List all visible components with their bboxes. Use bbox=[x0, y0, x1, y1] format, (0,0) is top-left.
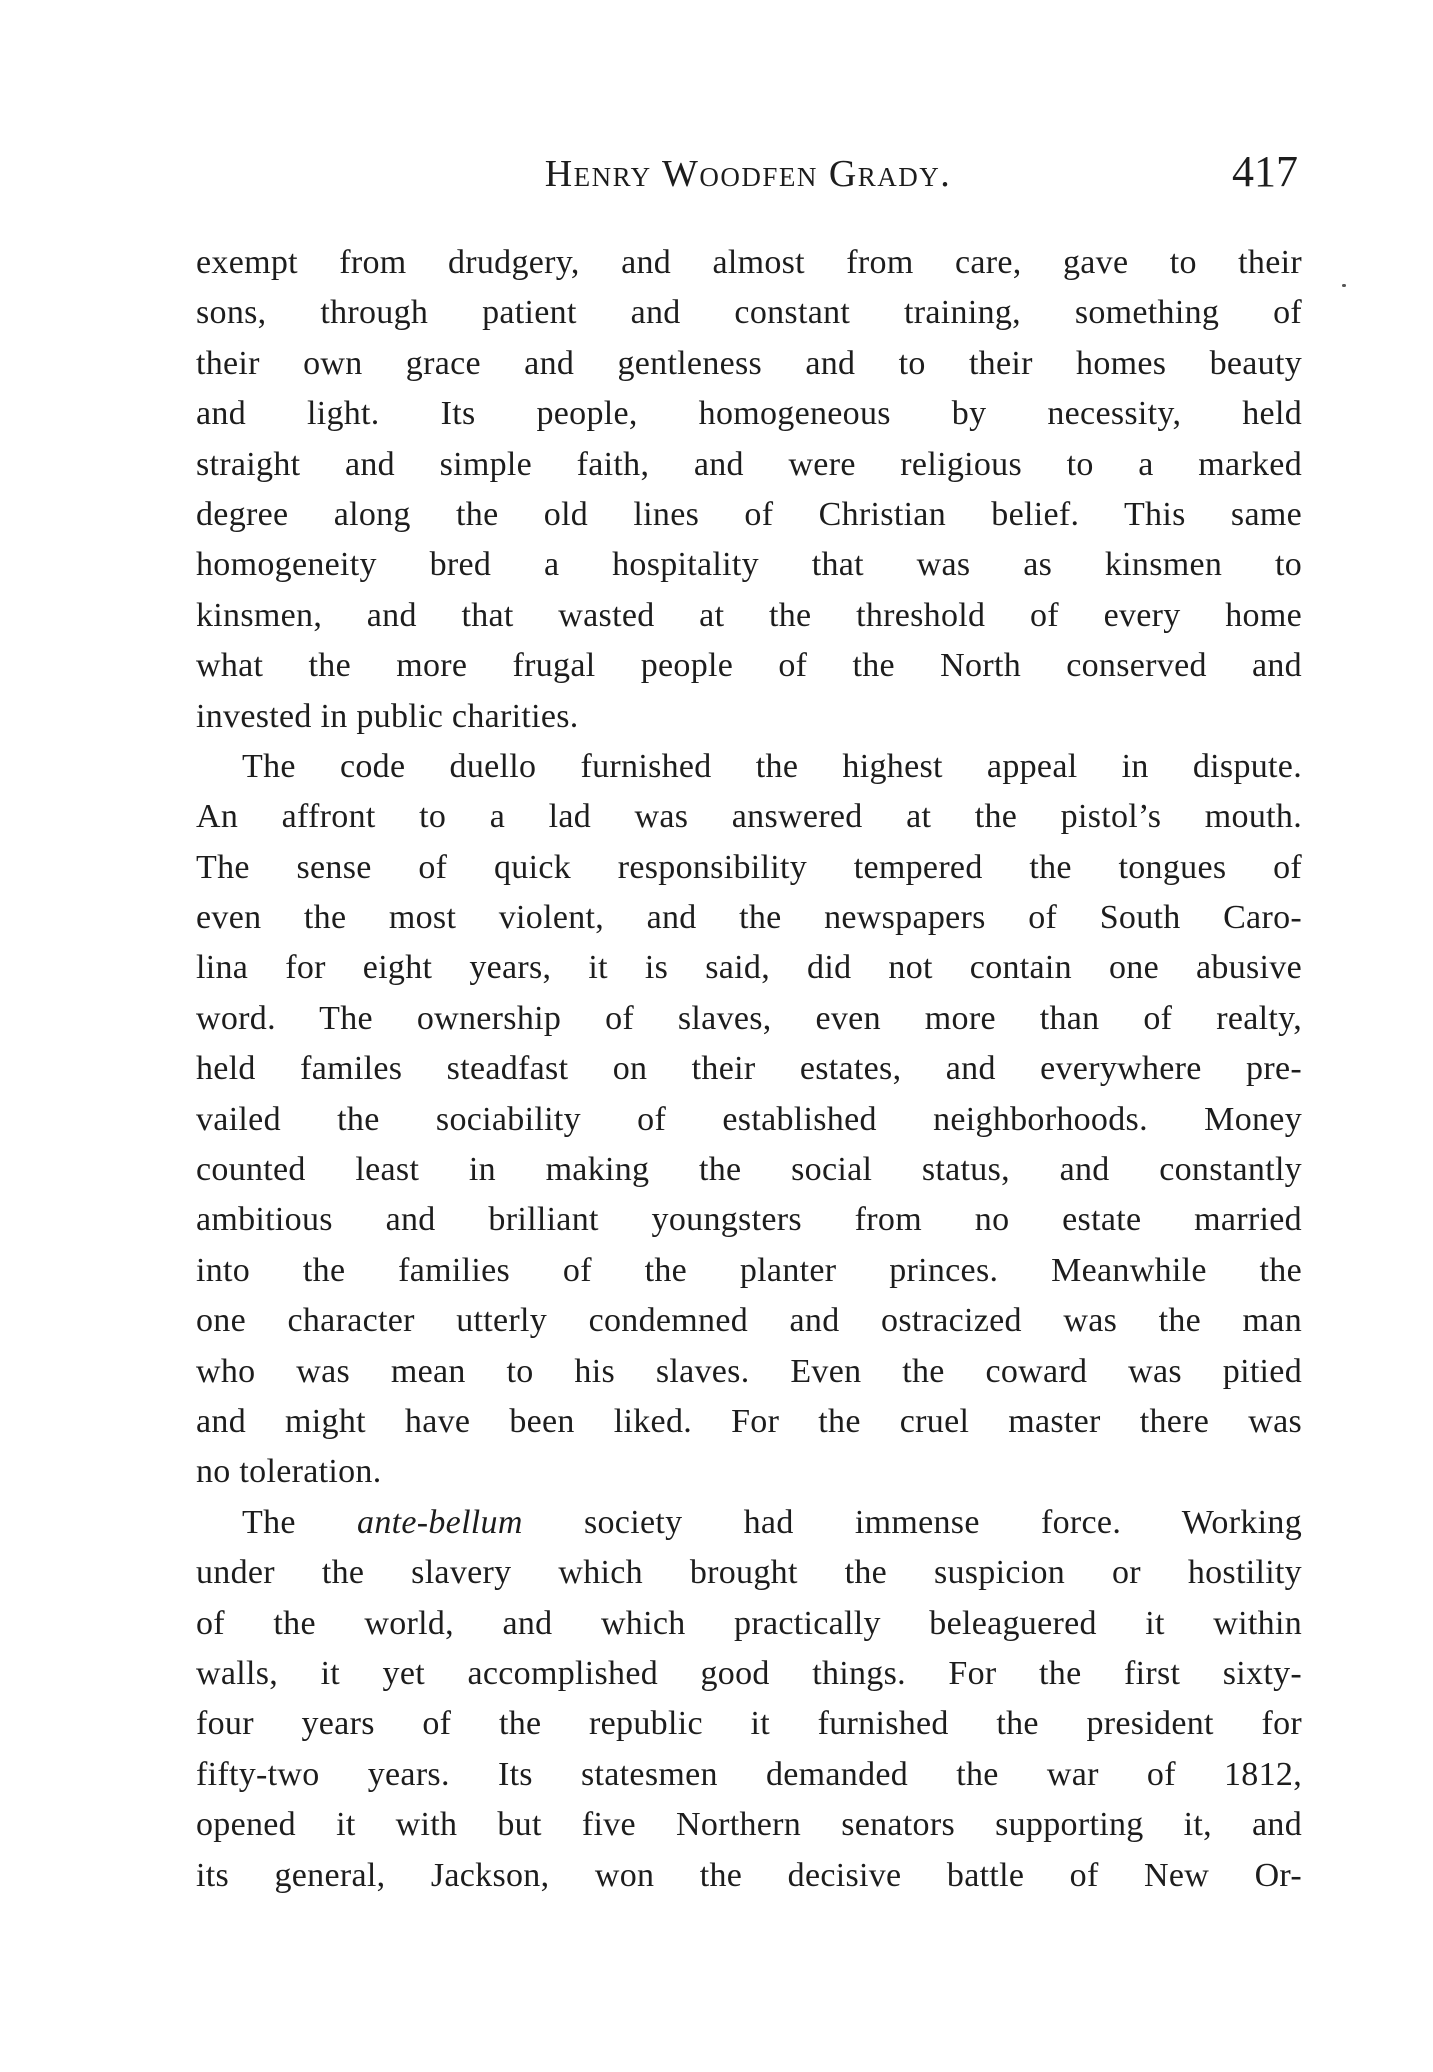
text-line: An affront to a lad was answered at the pistol’s mouth. bbox=[196, 798, 1302, 836]
text-line: even the most violent, and the newspapers of South Caro- bbox=[196, 899, 1302, 937]
running-head bbox=[196, 142, 1300, 202]
text-line: word. The ownership of slaves, even more than of realty, bbox=[196, 999, 1302, 1037]
text-line-with-italic bbox=[196, 1498, 1302, 1548]
text-line: opened it with but five Northern senators supporting it, and bbox=[196, 1806, 1302, 1844]
body-text bbox=[196, 238, 1302, 1901]
text-line: sons, through patient and constant training, something of bbox=[196, 294, 1302, 332]
text-segment: society had immense force. Working bbox=[522, 1503, 1302, 1541]
text-line: The sense of quick responsibility tempered the tongues of bbox=[196, 848, 1302, 886]
text-line: of the world, and which practically beleaguered it within bbox=[196, 1604, 1302, 1642]
text-line: exempt from drudgery, and almost from care, gave to their bbox=[196, 244, 1302, 281]
text-segment: The bbox=[242, 1503, 358, 1541]
text-line: The code duello furnished the highest appeal in dispute. bbox=[242, 747, 1302, 785]
text-line: invested in public charities. bbox=[196, 697, 579, 735]
margin-speck bbox=[1342, 284, 1346, 287]
text-line: straight and simple faith, and were religious to a marked bbox=[196, 445, 1302, 483]
text-line: their own grace and gentleness and to their homes beauty bbox=[196, 344, 1302, 382]
italic-term: ante-bellum bbox=[357, 1503, 523, 1541]
text-line: one character utterly condemned and ostracized was the man bbox=[196, 1302, 1302, 1340]
text-line: and light. Its people, homogeneous by necessity, held bbox=[196, 395, 1302, 433]
text-line: walls, it yet accomplished good things. For the first sixty- bbox=[196, 1654, 1302, 1692]
text-line: held familes steadfast on their estates, and everywhere pre- bbox=[196, 1050, 1302, 1088]
text-line: its general, Jackson, won the decisive battle of New Or- bbox=[196, 1856, 1302, 1894]
text-line: fifty-two years. Its statesmen demanded the war of 1812, bbox=[196, 1755, 1302, 1793]
text-line: what the more frugal people of the North conserved and bbox=[196, 647, 1302, 685]
text-line: no toleration. bbox=[196, 1453, 382, 1491]
running-head-title: Henry Woodfen Grady. bbox=[544, 153, 952, 195]
text-line: degree along the old lines of Christian belief. This same bbox=[196, 495, 1302, 533]
text-line: who was mean to his slaves. Even the coward was pitied bbox=[196, 1352, 1302, 1390]
text-line: four years of the republic it furnished the president for bbox=[196, 1705, 1302, 1743]
page-number: 417 bbox=[1232, 147, 1298, 196]
text-line: homogeneity bred a hospitality that was as kinsmen to bbox=[196, 546, 1302, 584]
text-line: into the families of the planter princes. Meanwhile the bbox=[196, 1251, 1302, 1289]
text-line: counted least in making the social status, and constantly bbox=[196, 1151, 1302, 1189]
text-line: vailed the sociability of established neighborhoods. Money bbox=[196, 1100, 1302, 1138]
text-line: under the slavery which brought the suspicion or hostility bbox=[196, 1554, 1302, 1592]
text-line: ambitious and brilliant youngsters from no estate married bbox=[196, 1201, 1302, 1239]
text-line: kinsmen, and that wasted at the threshold of every home bbox=[196, 596, 1302, 634]
text-line: and might have been liked. For the cruel master there was bbox=[196, 1402, 1302, 1440]
text-line: lina for eight years, it is said, did not contain one abusive bbox=[196, 949, 1302, 987]
